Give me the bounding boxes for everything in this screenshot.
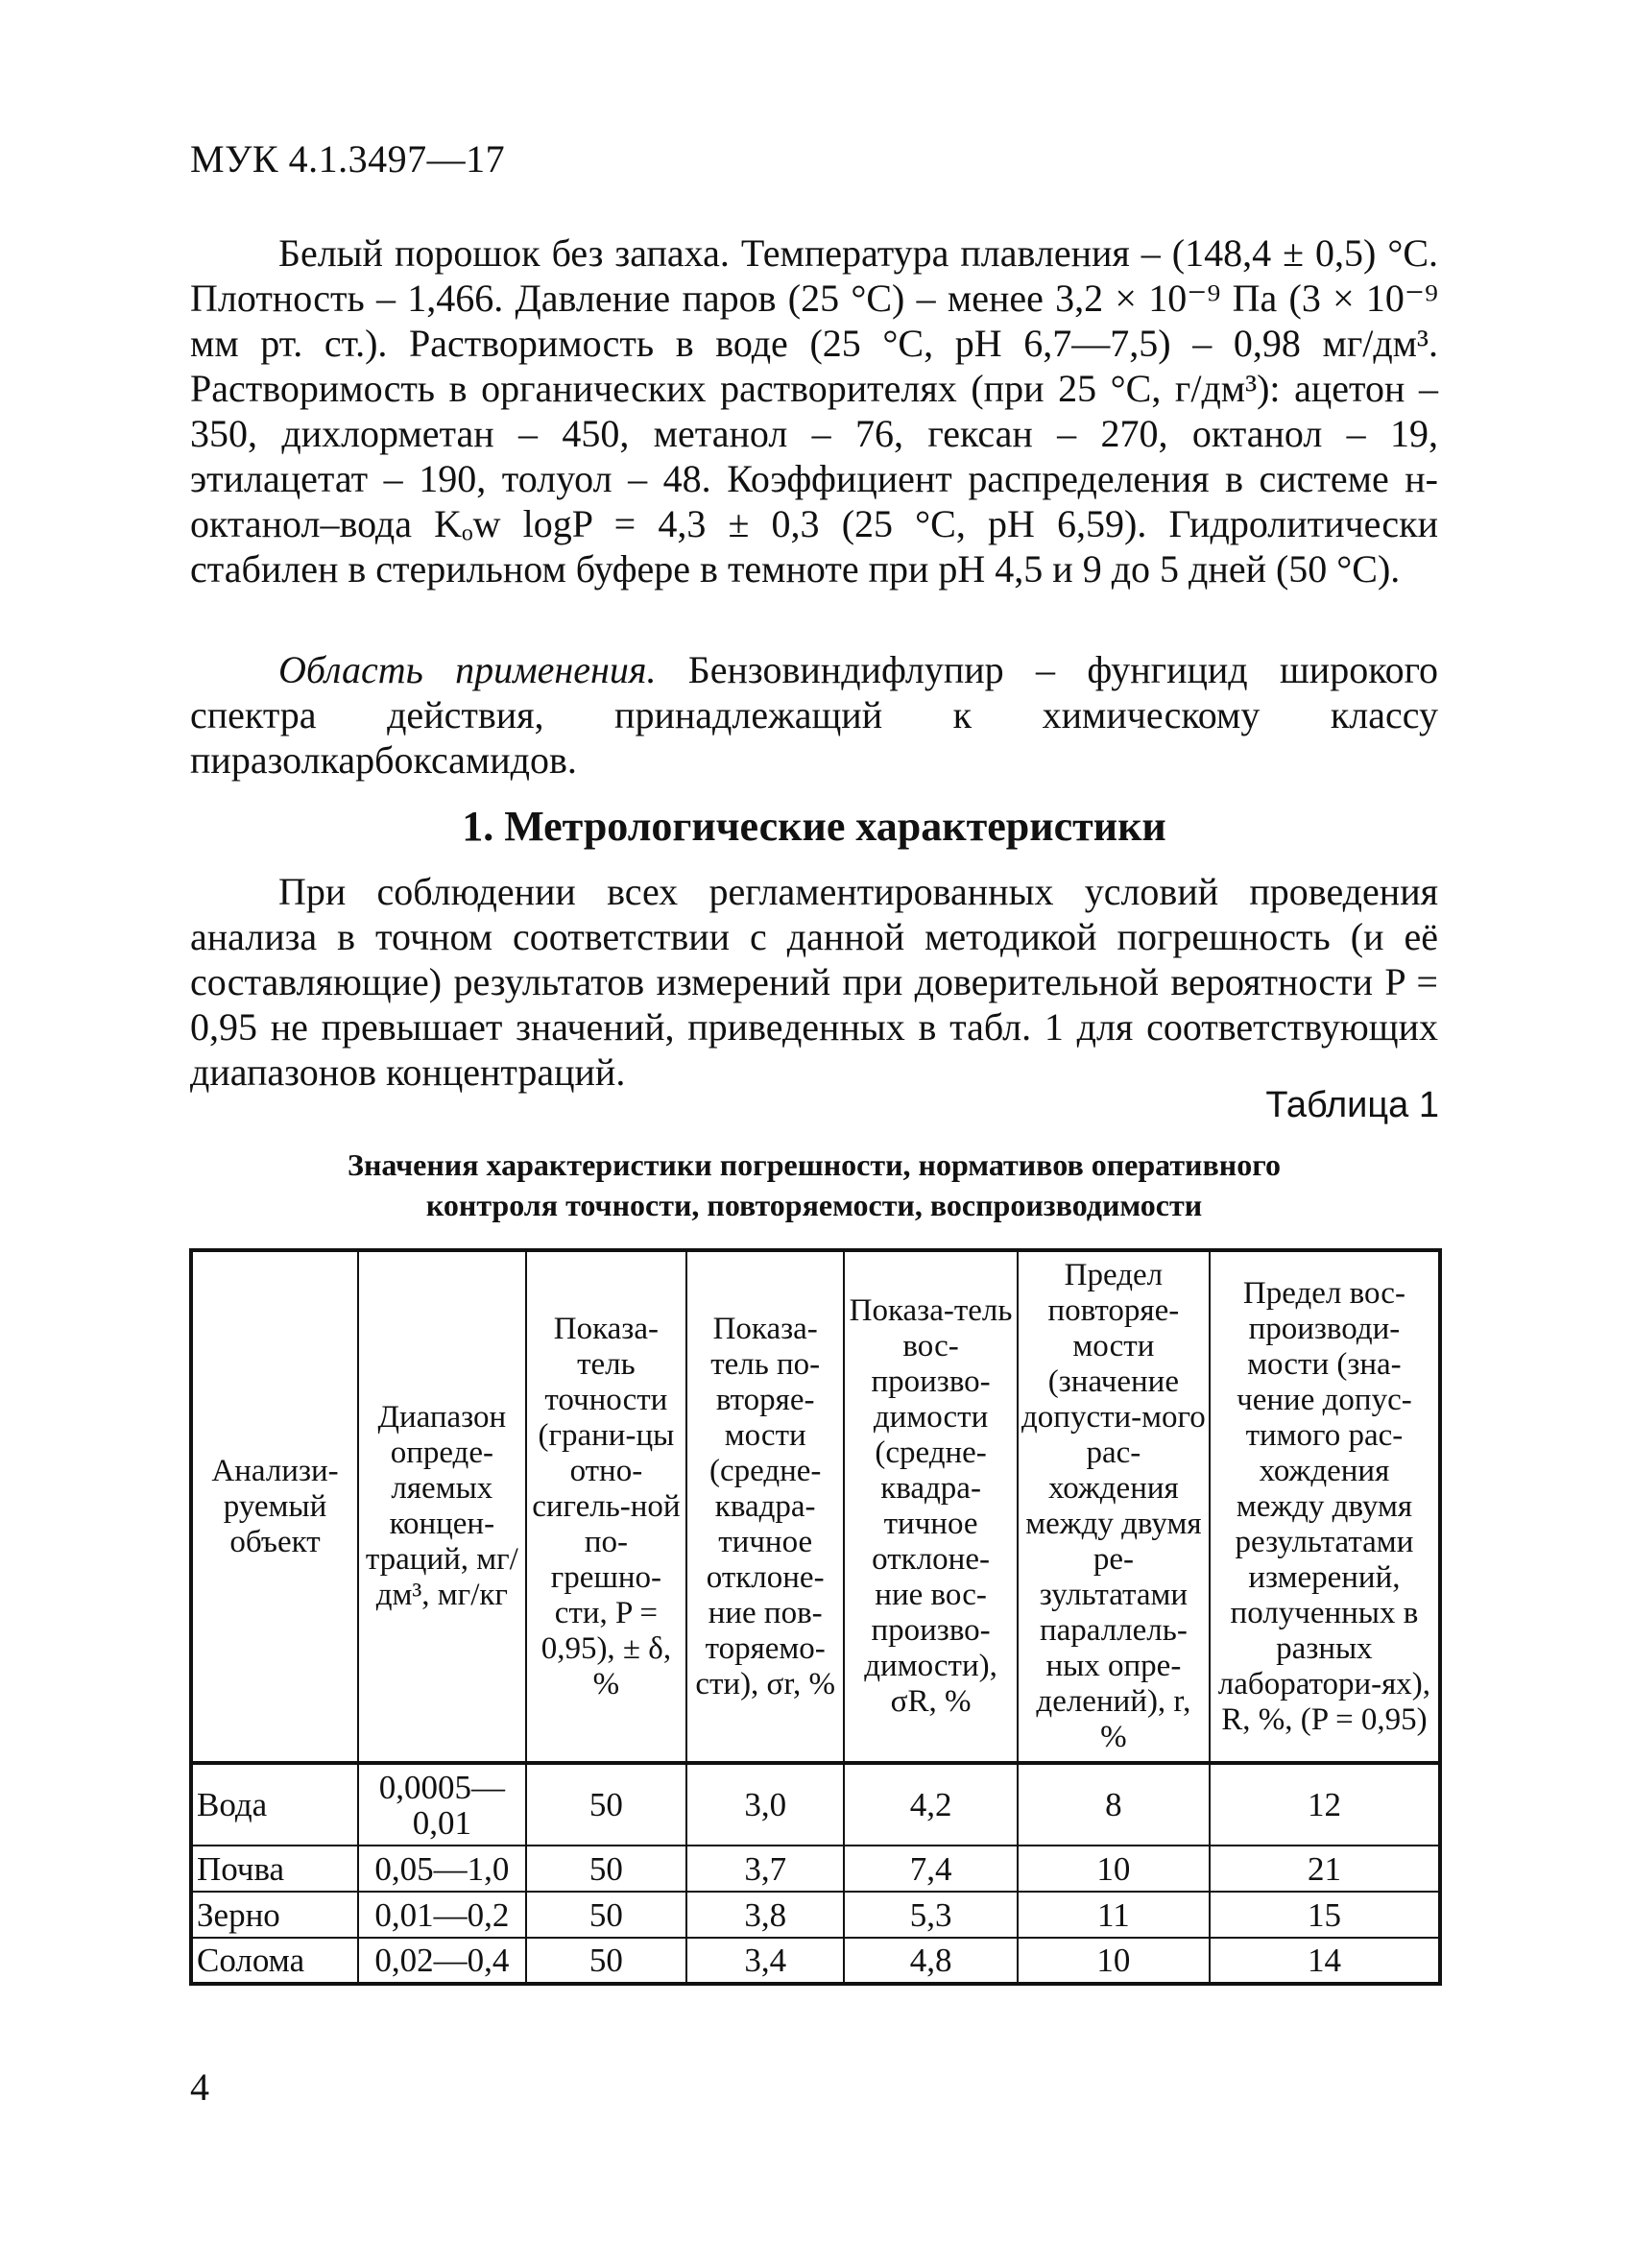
table-cell: 3,7 — [686, 1846, 844, 1892]
header-accuracy: Показа-тель точности (грани-цы отно-сигель-ной по-грешно-сти, P = 0,95), ± δ, % — [526, 1250, 687, 1763]
table-title-line-2: контроля точности, повторяемости, воспроизводимости — [425, 1188, 1203, 1222]
table-cell: 7,4 — [844, 1846, 1018, 1892]
table-cell: 0,05—1,0 — [358, 1846, 526, 1892]
table-cell: 3,0 — [686, 1763, 844, 1846]
metrology-paragraph: При соблюдении всех регламентированных условий проведения анализа в точном соответствии с данной методикой погрешность (и её составляющие) результатов измерений при доверительной вероятности P = 0,95 не превышает значений, приведенных в табл. 1 для соответствующих диапазонов концентраций. — [190, 870, 1438, 1094]
table-row — [191, 1938, 1440, 1984]
header-repeatability-limit: Предел повторяе-мости (значение допусти-мого рас-хождения между двумя ре-зультатами параллель-ных опре-делений), r, % — [1018, 1250, 1210, 1763]
header-reproducibility-limit: Предел вос-производи-мости (зна-чение допус-тимого рас-хождения между двумя результатами измерений, полученных в разных лаборатори-ях), R, %, (P = 0,95) — [1210, 1250, 1440, 1763]
page-number: 4 — [190, 2065, 209, 2109]
table-row — [191, 1892, 1440, 1938]
table-cell: 5,3 — [844, 1892, 1018, 1938]
table-header-row — [191, 1250, 1440, 1763]
table-cell: Солома — [191, 1938, 358, 1984]
table-row — [191, 1846, 1440, 1892]
table-cell: Зерно — [191, 1892, 358, 1938]
header-object: Анализи-руемый объект — [191, 1250, 358, 1763]
table-cell: 15 — [1210, 1892, 1440, 1938]
metrology-table — [189, 1248, 1442, 1986]
header-repeatability: Показа-тель по-вторяе-мости (средне-квадра-тичное отклоне-ние пов-торяемо-сти), σr, % — [686, 1250, 844, 1763]
table-cell: 12 — [1210, 1763, 1440, 1846]
section-title: 1. Метрологические характеристики — [462, 803, 1166, 850]
application-area-lead: Область применения. — [278, 648, 657, 691]
table-title — [190, 1145, 1438, 1225]
table-cell: 3,8 — [686, 1892, 844, 1938]
table-row — [191, 1763, 1440, 1846]
table-cell: 11 — [1018, 1892, 1210, 1938]
substance-properties-paragraph: Белый порошок без запаха. Температура плавления – (148,4 ± 0,5) °C. Плотность – 1,466. Давление паров (25 °C) – менее 3,2 × 10⁻⁹ Па (3 × 10⁻⁹ мм рт. ст.). Растворимость в воде (25 °C, pH 6,7—7,5) – 0,98 мг/дм³. Растворимость в органических растворителях (при 25 °C, г/дм³): ацетон – 350, дихлорметан – 450, метанол – 76, гексан – 270, октанол – 19, этилацетат – 190, толуол – 48. Коэффициент распределения в системе н-октанол–вода Kₒw logP = 4,3 ± 0,3 (25 °C, pH 6,59). Гидролитически стабилен в стерильном буфере в темноте при pH 4,5 и 9 до 5 дней (50 °C). — [190, 231, 1438, 591]
table-cell: 50 — [526, 1938, 687, 1984]
table-cell: 14 — [1210, 1938, 1440, 1984]
table-cell: 3,4 — [686, 1938, 844, 1984]
table-cell: 10 — [1018, 1846, 1210, 1892]
document-code-header: МУК 4.1.3497—17 — [190, 137, 506, 181]
table-cell: 4,2 — [844, 1763, 1018, 1846]
header-reproducibility: Показа-тель вос-произво-димости (средне-квадра-тичное отклоне-ние вос-произво-димости), σR, % — [844, 1250, 1018, 1763]
table-cell: 50 — [526, 1846, 687, 1892]
table-title-line-1: Значения характеристики погрешности, нормативов оперативного — [348, 1147, 1281, 1182]
header-range: Диапазон опреде-ляемых концен-траций, мг/дм³, мг/кг — [358, 1250, 526, 1763]
table-cell: 0,01—0,2 — [358, 1892, 526, 1938]
application-area-paragraph — [190, 647, 1438, 783]
table-cell: 8 — [1018, 1763, 1210, 1846]
table-cell: 4,8 — [844, 1938, 1018, 1984]
application-area-text: Бензовиндифлупир – фунгицид широкого спектра действия, принадлежащий к химическому классу пиразолкарбоксамидов. — [190, 648, 1438, 782]
table-cell: 10 — [1018, 1938, 1210, 1984]
table-cell: 50 — [526, 1763, 687, 1846]
table-cell: 0,02—0,4 — [358, 1938, 526, 1984]
table-cell: Вода — [191, 1763, 358, 1846]
table-cell: Почва — [191, 1846, 358, 1892]
table-cell: 0,0005—0,01 — [358, 1763, 526, 1846]
table-label: Таблица 1 — [1265, 1085, 1439, 1125]
table-cell: 21 — [1210, 1846, 1440, 1892]
table-cell: 50 — [526, 1892, 687, 1938]
